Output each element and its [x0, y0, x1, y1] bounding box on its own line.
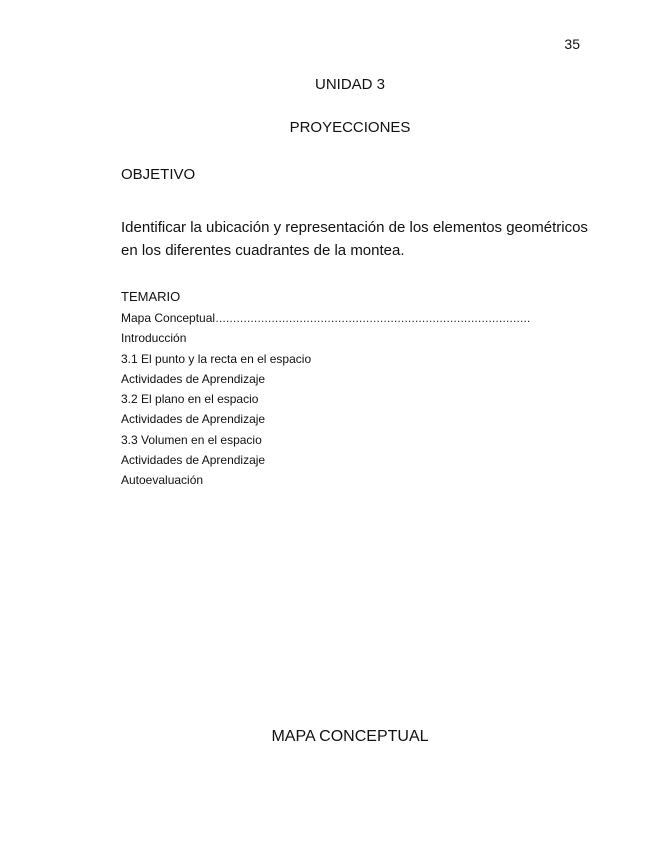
objective-heading: OBJETIVO: [121, 166, 196, 183]
toc-item-label: Actividades de Aprendizaje: [121, 453, 266, 468]
objective-text: Identificar la ubicación y representación de los elementos geométricos en los diferentes cuadrantes de la montea.: [121, 219, 588, 259]
toc-item-actividades-2: [121, 411, 530, 431]
concept-map-heading: MAPA CONCEPTUAL: [271, 728, 429, 745]
toc-item-mapa-conceptual: [121, 310, 530, 330]
toc-item-3-3: [121, 432, 530, 452]
toc-item-label: 3.1 El punto y la recta en el espacio: [121, 351, 312, 366]
toc-item-label: Actividades de Aprendizaje: [121, 412, 266, 427]
unit-subtitle: PROYECCIONES: [289, 119, 411, 136]
toc-item-label: 3.3 Volumen en el espacio: [121, 432, 262, 447]
toc-item-label: Mapa Conceptual: [121, 311, 216, 325]
table-of-contents: [121, 310, 530, 493]
toc-item-autoevaluacion: [121, 472, 530, 492]
temario-heading: TEMARIO: [121, 289, 181, 304]
toc-item-label: 3.2 El plano en el espacio: [121, 392, 259, 407]
toc-item-3-1: [121, 351, 530, 371]
toc-item-actividades-1: [121, 371, 530, 391]
toc-item-actividades-3: [121, 452, 530, 472]
toc-item-label: Autoevaluación: [121, 473, 204, 488]
toc-item-introduccion: [121, 330, 530, 350]
toc-dot-leader: ………………………………………………………………………………: [215, 313, 531, 325]
toc-item-label: Introducción: [121, 331, 187, 346]
unit-title: UNIDAD 3: [314, 76, 385, 93]
toc-item-label: Actividades de Aprendizaje: [121, 371, 266, 386]
toc-item-3-2: [121, 391, 530, 411]
page-number: 35: [564, 36, 580, 52]
